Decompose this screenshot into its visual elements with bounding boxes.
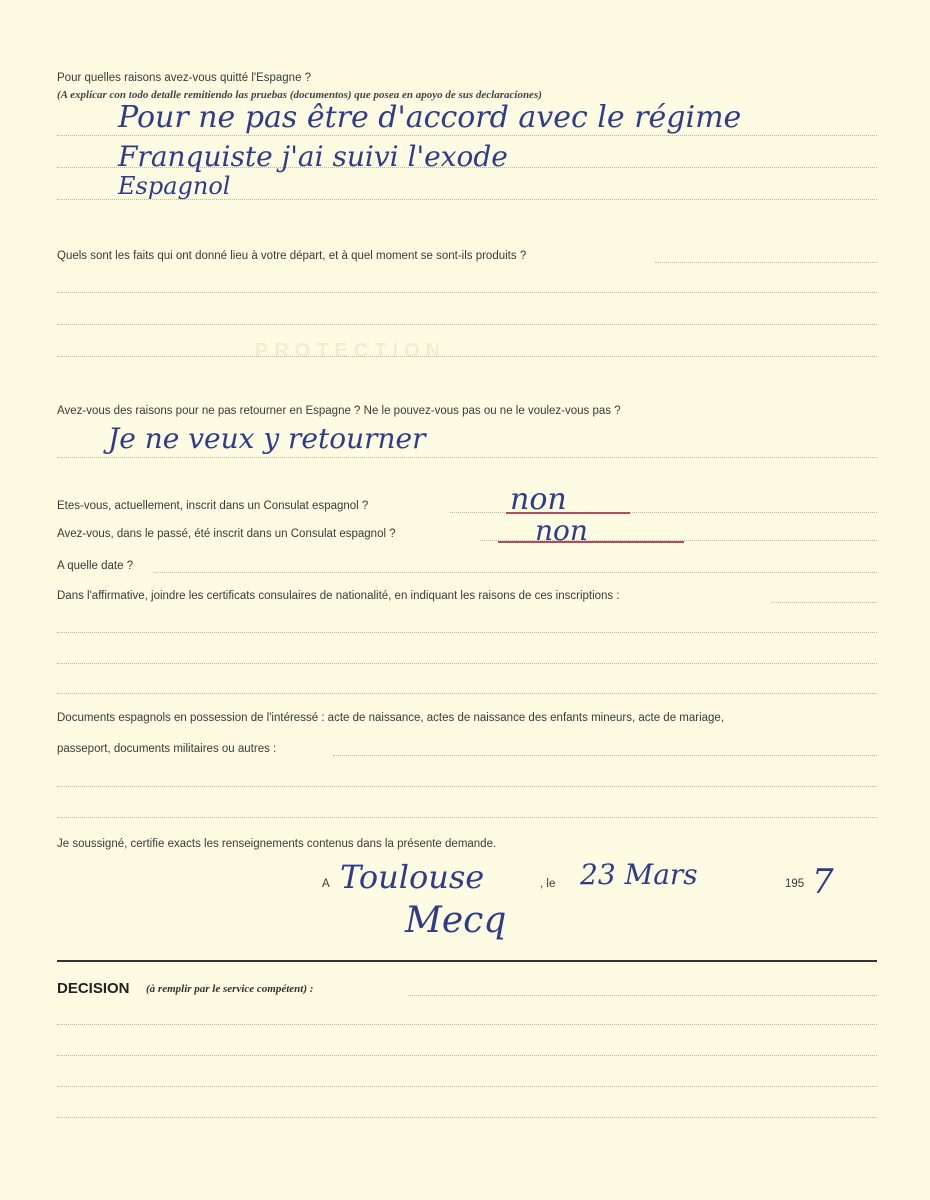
answer-line (57, 786, 877, 787)
signature: Mecq (405, 900, 507, 941)
question-facts-departure: Quels sont les faits qui ont donné lieu à votre départ, et à quel moment se sont-ils produits ? (57, 250, 527, 262)
red-underline (498, 541, 684, 543)
question-currently-registered: Etes-vous, actuellement, inscrit dans un Consulat espagnol ? (57, 500, 369, 512)
decision-title: DECISION (57, 980, 130, 997)
certification-text: Je soussigné, certifie exacts les renseignements contenus dans la présente demande. (57, 838, 497, 850)
answer-leader (333, 755, 877, 756)
answer-line (57, 356, 877, 357)
handwritten-answer-past: non (535, 514, 588, 547)
handwritten-answer-reasons-2: Franquiste j'ai suivi l'exode (118, 140, 508, 173)
answer-line (57, 324, 877, 325)
answer-line (57, 663, 877, 664)
handwritten-answer-currently: non (510, 482, 567, 517)
answer-leader (772, 602, 877, 603)
place-prefix: A (322, 878, 330, 890)
question-consular-certificates: Dans l'affirmative, joindre les certificats consulaires de nationalité, en indiquant les raisons de ces inscriptions : (57, 590, 620, 602)
question-reasons-not-return: Avez-vous des raisons pour ne pas retourner en Espagne ? Ne le pouvez-vous pas ou ne le voulez-vous pas ? (57, 405, 621, 417)
faint-stamp: PROTECTION (255, 340, 447, 362)
question-spanish-documents: Documents espagnols en possession de l'intéressé : acte de naissance, actes de naissance des enfants mineurs, acte de mariage, (57, 712, 725, 724)
question-spanish-documents-cont: passeport, documents militaires ou autres : (57, 743, 277, 755)
answer-leader (655, 262, 877, 263)
handwritten-answer-not-return: Je ne veux y retourner (108, 422, 426, 455)
handwritten-answer-reasons-1: Pour ne pas être d'accord avec le régime (118, 100, 742, 135)
answer-line (57, 693, 877, 694)
answer-leader (408, 995, 877, 996)
decision-divider (57, 960, 877, 962)
handwritten-year-digit: 7 (812, 862, 834, 902)
handwritten-answer-reasons-3: Espagnol (118, 172, 231, 200)
answer-line (57, 1117, 877, 1118)
answer-leader (155, 572, 877, 573)
decision-subtitle: (à remplir par le service compétent) : (146, 983, 314, 995)
answer-line (57, 1086, 877, 1087)
date-prefix: , le (540, 878, 556, 890)
year-prefix: 195 (785, 878, 805, 890)
answer-line (57, 632, 877, 633)
question-reasons-left-spain: Pour quelles raisons avez-vous quitté l'Espagne ? (57, 72, 312, 84)
answer-line (57, 292, 877, 293)
answer-line (57, 817, 877, 818)
question-reasons-note: (A explicar con todo detalle remitiendo las pruebas (documentos) que posea en apoyo de sus declaraciones) (57, 89, 542, 101)
question-date: A quelle date ? (57, 560, 134, 572)
answer-line (57, 457, 877, 458)
answer-line (57, 1024, 877, 1025)
answer-line (57, 1055, 877, 1056)
handwritten-day-month: 23 Mars (580, 858, 698, 891)
handwritten-place: Toulouse (340, 858, 485, 896)
answer-line (57, 135, 877, 136)
question-past-registered: Avez-vous, dans le passé, été inscrit dans un Consulat espagnol ? (57, 528, 396, 540)
